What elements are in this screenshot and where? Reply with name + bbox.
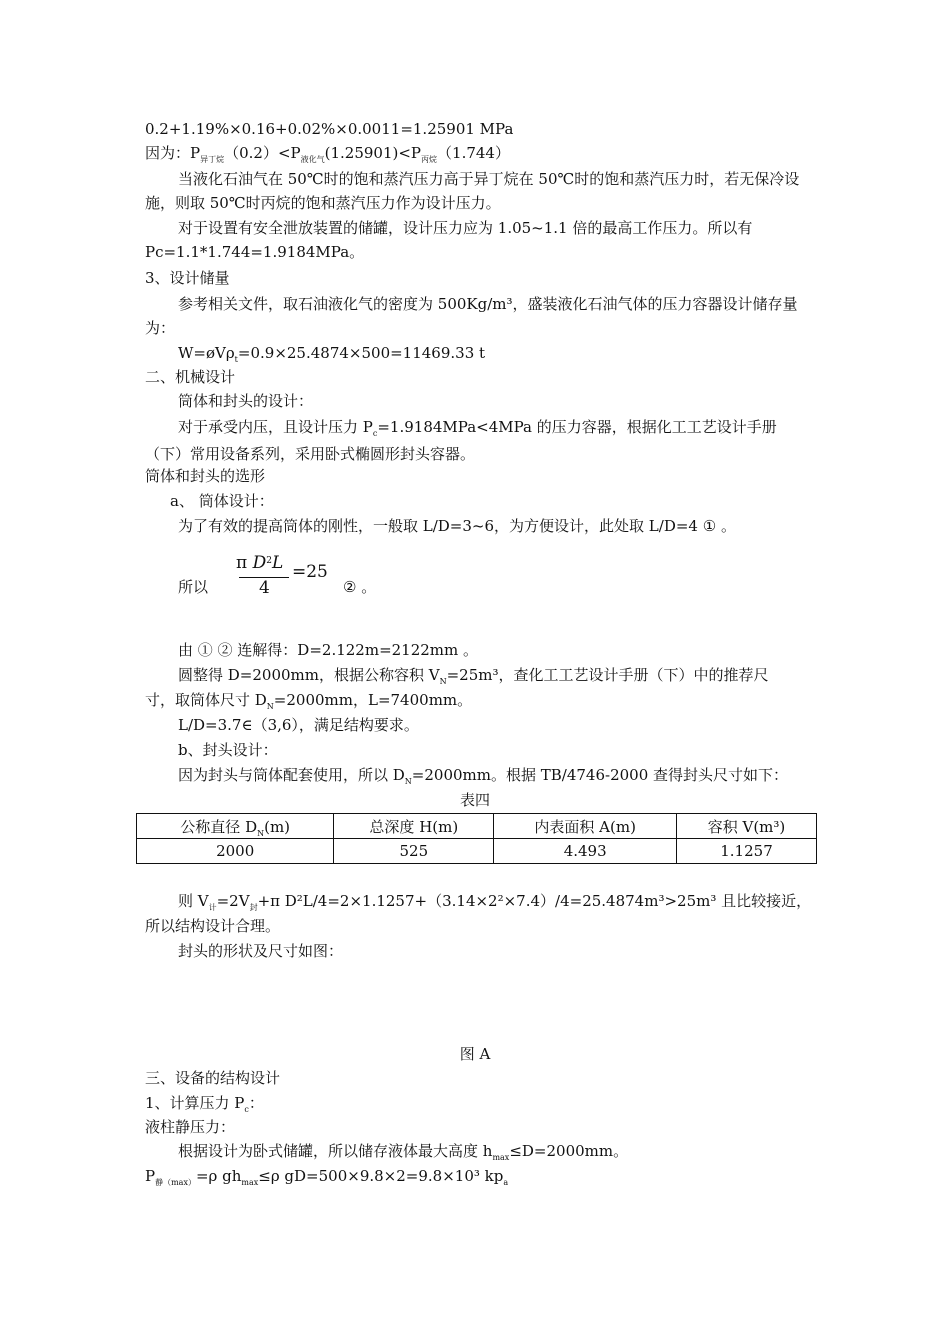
header-unit: (m) [264, 817, 291, 836]
table-cell: 525 [334, 839, 494, 864]
text: 寸，取筒体尺寸 D [145, 691, 267, 709]
text: =2000mm。根据 TB/4746-2000 查得封头尺寸如下： [411, 766, 789, 784]
var-d: D [252, 553, 267, 573]
text: 因为：P [145, 144, 201, 162]
subscript: c [244, 1105, 249, 1114]
text: 圆整得 D=2000mm，根据公称容积 V [178, 666, 440, 684]
text: ≤ρ gD=500×9.8×2=9.8×10³ kp [258, 1167, 504, 1185]
paragraph-reasonable: 所以结构设计合理。 [145, 917, 281, 935]
text: 1、计算压力 P [145, 1094, 245, 1112]
header-cell: 内表面积 A(m) [494, 814, 677, 839]
fraction-numerator [236, 553, 283, 573]
header-text: 公称直径 D [180, 817, 258, 836]
text: （1.744） [437, 144, 510, 162]
subscript: 计 [208, 903, 217, 912]
line-formula-1: 0.2+1.19%×0.16+0.02%×0.0011=1.25901 MPa [145, 120, 514, 138]
figure-caption: 图 A [459, 1045, 491, 1063]
paragraph-shell-size [145, 690, 472, 713]
subscript: max [241, 1178, 259, 1187]
subscript: c [372, 429, 378, 438]
text: ： [248, 1094, 264, 1112]
text: 则 V [178, 892, 209, 910]
paragraph-ld-check: L/D=3.7∈（3,6），满足结构要求。 [178, 716, 419, 734]
text: (1.25901)<P [324, 144, 422, 162]
fraction-result: =25 [292, 562, 328, 582]
text: =1.9184MPa<4MPa 的压力容器，根据化工工艺设计手册（下）常用设备系列，采用卧式椭圆形封头容器。 [145, 418, 777, 463]
table-title: 表四 [459, 791, 490, 809]
pi-symbol: π [236, 553, 248, 573]
table-row [137, 839, 817, 864]
subscript: N [266, 702, 274, 711]
paragraph-internal-pressure [145, 415, 810, 466]
table-cell: 2000 [137, 839, 334, 864]
paragraph-design-pressure: 对于设置有安全泄放装置的储罐，设计压力应为 1.05~1.1 倍的最高工作压力。所以有Pc=1.1*1.744=1.9184MPa。 [145, 219, 753, 261]
volume-fraction [232, 553, 332, 601]
subscript: t [234, 355, 238, 364]
text: 因为封头与筒体配套使用，所以 D [178, 766, 405, 784]
subscript: 异丁烷 [200, 155, 225, 164]
exponent: 2 [266, 556, 272, 566]
subscript: 静（max） [155, 1178, 196, 1187]
heading-calc-pressure [145, 1093, 264, 1116]
paragraph-ld-ratio: 为了有效的提高筒体的刚性，一般取 L/D=3~6，为方便设计，此处取 L/D=4 ① 。 [178, 517, 736, 535]
text: =2V [216, 892, 250, 910]
text: =ρ gh [195, 1167, 242, 1185]
heading-shape-selection: 筒体和封头的选形 [145, 467, 266, 485]
text: ≤D=2000mm。 [509, 1142, 629, 1160]
heading-liquid-static: 液柱静压力： [145, 1118, 236, 1136]
header-cell [137, 814, 334, 839]
text: （0.2）<P [224, 144, 301, 162]
fraction-denominator: 4 [259, 578, 270, 598]
heading-design-capacity: 3、设计储量 [145, 269, 230, 287]
paragraph-density: 参考相关文件，取石油液化气的密度为 500Kg/m³，盛装液化石油气体的压力容器设计储存量为： [145, 295, 798, 337]
subscript: a [503, 1178, 509, 1187]
paragraph-solve: 由 ① ② 连解得：D=2.122m=2122mm 。 [178, 641, 479, 659]
text: 根据设计为卧式储罐，所以储存液体最大高度 h [178, 1142, 493, 1160]
header-cell: 容积 V(m³) [677, 814, 817, 839]
paragraph-max-height [178, 1141, 628, 1164]
header-cell: 总深度 H(m) [334, 814, 494, 839]
subscript: 封 [249, 903, 258, 912]
subscript: N [439, 677, 447, 686]
table-header-row [137, 814, 817, 839]
paragraph-saturation: 当液化石油气在 50℃时的饱和蒸汽压力高于异丁烷在 50℃时的饱和蒸汽压力时，若无保冷设施，则取 50℃时丙烷的饱和蒸汽压力作为设计压力。 [145, 170, 800, 212]
table-cell: 1.1257 [677, 839, 817, 864]
text: =2000mm，L=7400mm。 [273, 691, 473, 709]
text: 对于承受内压，且设计压力 P [178, 418, 373, 436]
subscript: N [404, 777, 412, 786]
paragraph-head-figure: 封头的形状及尺寸如图： [178, 942, 344, 960]
text: =0.9×25.4874×500=11469.33 t [237, 344, 486, 362]
item-b-head-design: b、封头设计： [178, 741, 278, 759]
item-a-shell-design: a、 筒体设计： [170, 492, 274, 510]
heading-structure: 三、设备的结构设计 [145, 1069, 281, 1087]
var-l: L [271, 553, 284, 573]
subscript: 丙烷 [421, 155, 438, 164]
line-static-pressure [145, 1166, 508, 1189]
text: W=øVρ [178, 344, 235, 362]
text: +π D²L/4=2×1.1257+（3.14×2²×7.4）/4=25.4874m³>25m³ 且比较接近， [257, 892, 812, 910]
paragraph-head-size [178, 765, 788, 788]
line-storage-formula [178, 343, 485, 366]
head-dimension-table [136, 813, 817, 864]
subheading-shell-head: 筒体和封头的设计： [178, 392, 314, 410]
text: P [145, 1167, 156, 1185]
text: =25m³，查化工工艺设计手册（下）中的推荐尺 [446, 666, 769, 684]
subscript: 液化气 [300, 155, 325, 164]
circled-2-label: ② 。 [343, 578, 377, 596]
paragraph-round-d [178, 665, 769, 688]
subscript: max [492, 1153, 510, 1162]
heading-mechanical: 二、机械设计 [145, 368, 236, 386]
paragraph-volume-check [178, 891, 811, 914]
table-cell: 4.493 [494, 839, 677, 864]
label-suoyi: 所以 [178, 578, 209, 596]
line-pressure-compare [145, 143, 510, 166]
subscript: N [257, 828, 265, 838]
